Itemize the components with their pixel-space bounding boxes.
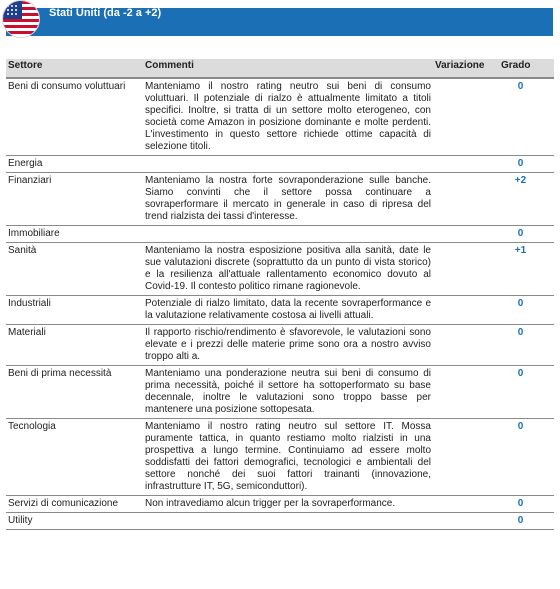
change-cell: [433, 496, 499, 513]
sector-cell: Immobiliare: [6, 226, 143, 243]
grade-cell: 0: [499, 78, 554, 156]
comment-cell: Manteniamo il nostro rating neutro sul settore IT. Mossa puramente tattica, in quanto restiamo molto rialzisti in una prospettiva a lungo termine. Continuiamo ad essere molto soddisfatti dei fattori demografici, tecnologici e ambientali del settore nonché dei suoi fattori trainanti (innovazione, infrastrutture IT, 5G, semiconduttori).: [143, 419, 433, 496]
column-header-sector: Settore: [6, 59, 143, 78]
change-cell: [433, 226, 499, 243]
grade-cell: 0: [499, 419, 554, 496]
column-header-comments: Commenti: [143, 59, 433, 78]
sector-cell: Industriali: [6, 296, 143, 325]
grade-cell: 0: [499, 296, 554, 325]
comment-cell: [143, 226, 433, 243]
table-row: [6, 226, 554, 243]
comment-cell: Manteniamo la nostra esposizione positiva alla sanità, date le sue valutazioni discrete (soprattutto da un punto di vista storico) e la resilienza all'attuale rallentamento economico dovuto al Covid-19. Il contesto politico rimane ragionevole.: [143, 243, 433, 296]
table-row: [6, 243, 554, 296]
sector-cell: Energia: [6, 156, 143, 173]
grade-cell: 0: [499, 156, 554, 173]
comment-cell: Non intravediamo alcun trigger per la sovraperformance.: [143, 496, 433, 513]
change-cell: [433, 173, 499, 226]
grade-cell: 0: [499, 226, 554, 243]
table-row: [6, 78, 554, 156]
table-row: [6, 419, 554, 496]
sector-cell: Sanità: [6, 243, 143, 296]
section-title: Stati Uniti (da -2 a +2): [49, 7, 162, 19]
change-cell: [433, 243, 499, 296]
table-row: [6, 366, 554, 419]
change-cell: [433, 296, 499, 325]
grade-cell: 0: [499, 496, 554, 513]
change-cell: [433, 325, 499, 366]
us-flag-icon: [2, 0, 40, 38]
sector-cell: Beni di prima necessità: [6, 366, 143, 419]
sector-cell: Tecnologia: [6, 419, 143, 496]
table-row: [6, 496, 554, 513]
change-cell: [433, 78, 499, 156]
change-cell: [433, 419, 499, 496]
comment-cell: Potenziale di rialzo limitato, data la recente sovraperformance e la valutazione relativamente costosa ai livelli attuali.: [143, 296, 433, 325]
grade-cell: +1: [499, 243, 554, 296]
change-cell: [433, 156, 499, 173]
table-row: [6, 173, 554, 226]
comment-cell: Manteniamo la nostra forte sovraponderazione sulle banche. Siamo convinti che il settore possa continuare a sovraperformare il mercato in generale in caso di ripresa del trend rialzista dei tassi d'interesse.: [143, 173, 433, 226]
grade-cell: 0: [499, 366, 554, 419]
column-header-change: Variazione: [433, 59, 499, 78]
column-header-grade: Grado: [499, 59, 554, 78]
table-header-row: [6, 59, 554, 78]
table-row: [6, 325, 554, 366]
change-cell: [433, 366, 499, 419]
comment-cell: [143, 513, 433, 530]
comment-cell: [143, 156, 433, 173]
sector-cell: Servizi di comunicazione: [6, 496, 143, 513]
table-row: [6, 513, 554, 530]
grade-cell: +2: [499, 173, 554, 226]
table-row: [6, 156, 554, 173]
table-row: [6, 296, 554, 325]
comment-cell: Manteniamo il nostro rating neutro sui beni di consumo voluttuari. Il potenziale di rialzo è attualmente limitato a titoli specifici. Inoltre, si tratta di un settore molto eterogeneo, con società come Amazon in posizione dominante e molte perdenti. L'investimento in questo settore richiede ottime capacità di selezione titoli.: [143, 78, 433, 156]
sector-cell: Utility: [6, 513, 143, 530]
grade-cell: 0: [499, 513, 554, 530]
comment-cell: Manteniamo una ponderazione neutra sui beni di consumo di prima necessità, poiché il settore ha sottoperformato su base decennale, inoltre le valutazioni sono troppo basse per mantenere una posizione sottopesata.: [143, 366, 433, 419]
sector-cell: Beni di consumo voluttuari: [6, 78, 143, 156]
grade-cell: 0: [499, 325, 554, 366]
comment-cell: Il rapporto rischio/rendimento è sfavorevole, le valutazioni sono elevate e i prezzi delle materie prime sono ora a nostro avviso troppo alti a.: [143, 325, 433, 366]
change-cell: [433, 513, 499, 530]
sector-cell: Finanziari: [6, 173, 143, 226]
sector-table: [6, 59, 554, 530]
sector-cell: Materiali: [6, 325, 143, 366]
